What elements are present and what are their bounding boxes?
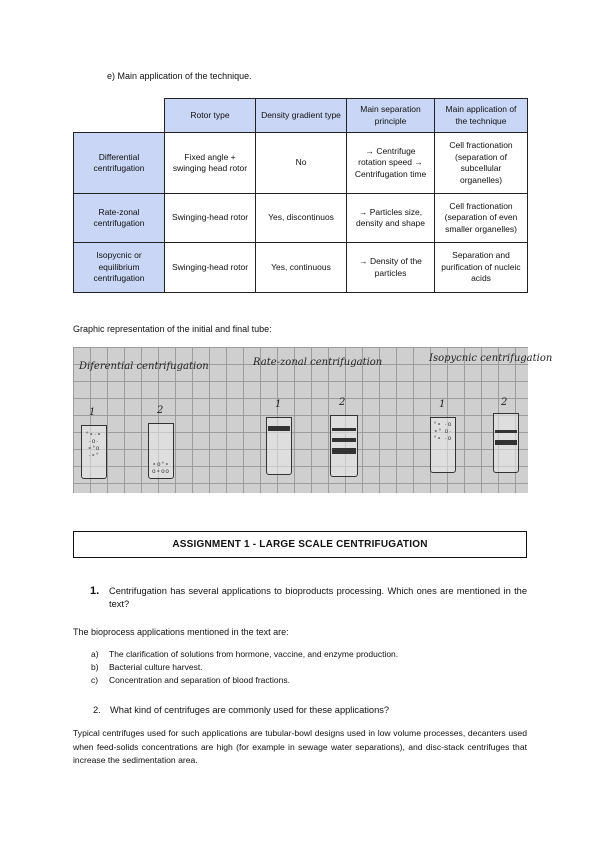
- applications-list: [91, 648, 398, 687]
- techniques-table: [73, 98, 528, 293]
- table-row: [74, 194, 528, 243]
- tube-rate-zonal-final: [330, 415, 358, 477]
- graphic-caption: Graphic representation of the initial and final tube:: [73, 324, 272, 334]
- applications-intro: The bioprocess applications mentioned in the text are:: [73, 627, 289, 637]
- label-differential: Diferential centrifugation: [79, 361, 209, 372]
- list-marker: b): [91, 662, 99, 672]
- cell-gradient: Yes, discontinuos: [256, 194, 347, 243]
- row-technique: Isopycnic or equilibrium centrifugation: [74, 243, 165, 293]
- tube-number: 2: [501, 397, 508, 408]
- cell-application: Separation and purification of nucleic acids: [435, 243, 528, 293]
- cell-rotor: Swinging-head rotor: [165, 194, 256, 243]
- table-row: [74, 133, 528, 194]
- question-2: [93, 705, 389, 715]
- cell-rotor: Fixed angle + swinging head rotor: [165, 133, 256, 194]
- tube-number: 1: [275, 399, 282, 410]
- label-isopycnic: Isopycnic centrifugation: [429, 353, 553, 364]
- list-marker: a): [91, 649, 99, 659]
- tube-number: 1: [89, 407, 96, 418]
- answer-paragraph: Typical centrifuges used for such applications are tubular-bowl designs used in low volume processes, decanters used when feed-solids concentrations are high (for example in sewage water separations), and disc-stack centrifuges that increase the sedimentation area.: [73, 728, 527, 765]
- header-separation-principle: Main separation principle: [347, 99, 435, 133]
- header-main-application: Main application of the technique: [435, 99, 528, 133]
- tube-rate-zonal-initial: [266, 417, 292, 475]
- table-header-row: [74, 99, 528, 133]
- list-item-text: The clarification of solutions from hormone, vaccine, and enzyme production.: [109, 649, 399, 659]
- tube-isopycnic-final: [493, 413, 519, 473]
- cell-rotor: Swinging-head rotor: [165, 243, 256, 293]
- question-2-number: 2.: [93, 705, 101, 715]
- tube-differential-initial: °∘·∘ ·o· ∘°o ·∘°: [81, 425, 107, 479]
- row-technique: Differential centrifugation: [74, 133, 165, 194]
- cell-principle: → Centrifuge rotation speed → Centrifugation time: [347, 133, 435, 194]
- question-2-text: What kind of centrifuges are commonly used for these applications?: [110, 705, 390, 715]
- list-item: [91, 661, 398, 674]
- tube-number: 2: [157, 405, 164, 416]
- list-item-text: Bacterial culture harvest.: [109, 662, 203, 672]
- list-item-text: Concentration and separation of blood fractions.: [109, 675, 290, 685]
- list-marker: c): [91, 675, 99, 685]
- label-rate-zonal: Rate-zonal centrifugation: [253, 357, 383, 368]
- tube-drawing-photo: [73, 347, 553, 493]
- assignment-title: ASSIGNMENT 1 - LARGE SCALE CENTRIFUGATION: [73, 531, 527, 558]
- cell-principle: → Density of the particles: [347, 243, 435, 293]
- tube-isopycnic-initial: °∘ ·o ∘° o· °∘ ·o: [430, 417, 456, 473]
- cell-gradient: No: [256, 133, 347, 194]
- cell-application: Cell fractionation (separation of even smaller organelles): [435, 194, 528, 243]
- table-row: [74, 243, 528, 293]
- cell-gradient: Yes, continuous: [256, 243, 347, 293]
- section-e-heading: e) Main application of the technique.: [107, 71, 252, 81]
- tube-differential-final: ∘o°∘ o∘oo: [148, 423, 174, 479]
- tube-number: 2: [339, 397, 346, 408]
- list-item: [91, 674, 398, 687]
- question-1-number: 1.: [90, 585, 100, 597]
- question-1-text: Centrifugation has several applications to bioproducts processing. Which ones are mentioned in the text?: [109, 586, 527, 609]
- row-technique: Rate-zonal centrifugation: [74, 194, 165, 243]
- table-corner-cell: [74, 99, 165, 133]
- header-rotor-type: Rotor type: [165, 99, 256, 133]
- header-density-gradient: Density gradient type: [256, 99, 347, 133]
- tube-number: 1: [439, 399, 446, 410]
- list-item: [91, 648, 398, 661]
- cell-principle: → Particles size, density and shape: [347, 194, 435, 243]
- cell-application: Cell fractionation (separation of subcellular organelles): [435, 133, 528, 194]
